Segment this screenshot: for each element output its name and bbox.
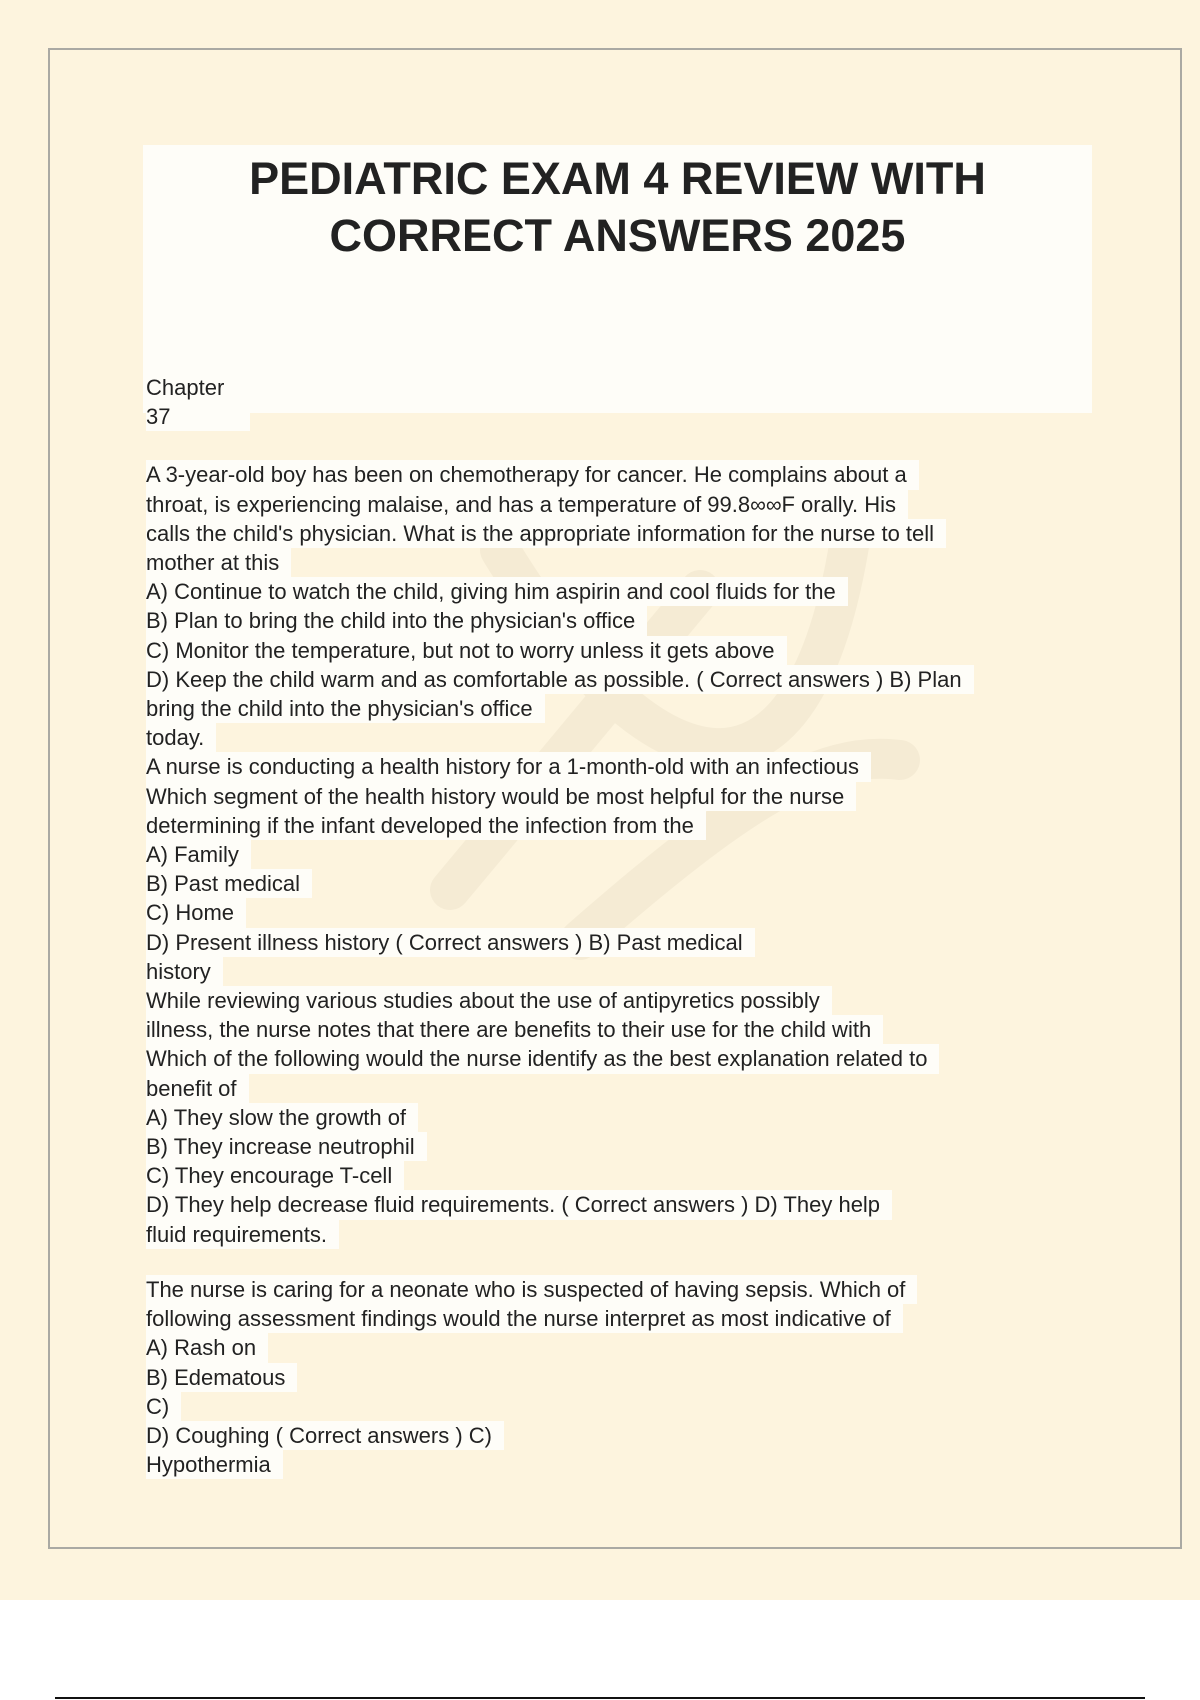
answer-option: C) [146, 1392, 1086, 1421]
question-line: The nurse is caring for a neonate who is suspected of having sepsis. Which of [146, 1275, 1086, 1304]
correct-answer-line: bring the child into the physician's office [146, 694, 1086, 723]
question-line: While reviewing various studies about the use of antipyretics possibly [146, 986, 1086, 1015]
question-line: illness, the nurse notes that there are benefits to their use for the child with [146, 1015, 1086, 1044]
chapter-label: Chapter [146, 373, 1086, 402]
answer-option: A) Continue to watch the child, giving him aspirin and cool fluids for the [146, 577, 1086, 606]
title-line-1: PEDIATRIC EXAM 4 REVIEW WITH [249, 153, 986, 204]
question-line: benefit of [146, 1074, 1086, 1103]
question-4 [146, 1275, 1086, 1479]
answer-option: A) They slow the growth of [146, 1103, 1086, 1132]
page-title [143, 150, 1092, 264]
correct-answer-line: D) Present illness history ( Correct answers ) B) Past medical [146, 928, 1086, 957]
page-bottom-margin [0, 1600, 1200, 1700]
answer-option: C) Home [146, 898, 1086, 927]
answer-option: C) They encourage T-cell [146, 1161, 1086, 1190]
question-line: calls the child's physician. What is the appropriate information for the nurse to tell [146, 519, 1086, 548]
title-line-2: CORRECT ANSWERS 2025 [329, 210, 906, 261]
correct-answer-line: today. [146, 723, 1086, 752]
footer-rule [55, 1697, 1145, 1699]
answer-option: B) Edematous [146, 1363, 1086, 1392]
answer-option: A) Rash on [146, 1333, 1086, 1362]
correct-answer-line: fluid requirements. [146, 1220, 1086, 1249]
question-3 [146, 986, 1086, 1249]
correct-answer-line: D) Coughing ( Correct answers ) C) [146, 1421, 1086, 1450]
correct-answer-line: D) They help decrease fluid requirements. ( Correct answers ) D) They help [146, 1190, 1086, 1219]
question-line: throat, is experiencing malaise, and has a temperature of 99.8∞∞F orally. His [146, 490, 1086, 519]
question-line: A 3-year-old boy has been on chemotherapy for cancer. He complains about a [146, 460, 1086, 489]
answer-option: B) Past medical [146, 869, 1086, 898]
question-line: A nurse is conducting a health history for a 1-month-old with an infectious [146, 752, 1086, 781]
document-body [146, 373, 1086, 1479]
question-line: determining if the infant developed the infection from the [146, 811, 1086, 840]
question-line: mother at this [146, 548, 1086, 577]
question-1 [146, 460, 1086, 752]
question-line: Which segment of the health history would be most helpful for the nurse [146, 782, 1086, 811]
correct-answer-line: Hypothermia [146, 1450, 1086, 1479]
answer-option: C) Monitor the temperature, but not to worry unless it gets above [146, 636, 1086, 665]
answer-option: B) Plan to bring the child into the physician's office [146, 606, 1086, 635]
question-line: Which of the following would the nurse identify as the best explanation related to [146, 1044, 1086, 1073]
answer-option: A) Family [146, 840, 1086, 869]
correct-answer-line: history [146, 957, 1086, 986]
question-2 [146, 752, 1086, 986]
question-line: following assessment findings would the nurse interpret as most indicative of [146, 1304, 1086, 1333]
correct-answer-line: D) Keep the child warm and as comfortable as possible. ( Correct answers ) B) Plan [146, 665, 1086, 694]
answer-option: B) They increase neutrophil [146, 1132, 1086, 1161]
chapter-number: 37 [146, 402, 1086, 431]
